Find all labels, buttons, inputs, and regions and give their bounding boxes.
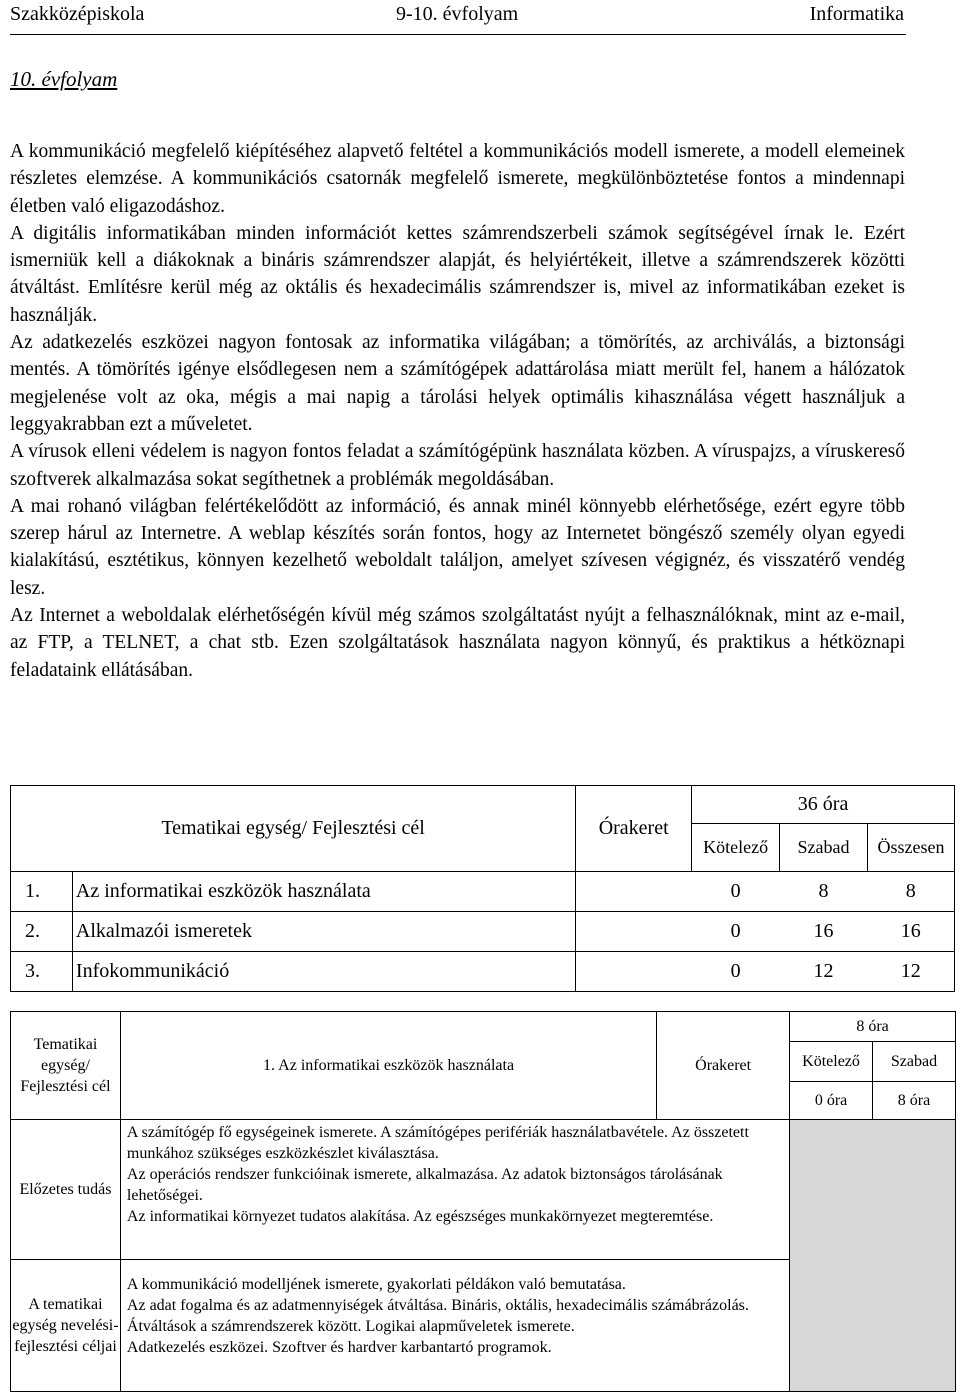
row-num: 1.: [11, 872, 73, 912]
paragraph: A mai rohanó világban felértékelődött az információ, és annak minél könnyebb elérhetősége, ezért egyre több szerep hárul az Internetre. A weblap készítés során fontos, hogy az Internetet böngésző személy olyan egyedi kialakítású, esztétikus, könnyen kezelhető weboldalt találjon, amelyet szívesen végignéz, és visszatérő vendég lesz.: [10, 495, 905, 599]
page-header: [10, 0, 906, 35]
header-free: Szabad: [780, 824, 868, 872]
header-school: Szakközépiskola: [10, 3, 145, 25]
paragraph: A kommunikáció megfelelő kiépítéséhez alapvető feltétel a kommunikációs modell ismerete, a modell elemeinek részletes elemzése. A kommunikációs csatornák megfelelő ismerete, megkülönböztetése fontos a mindennapi életben való eligazodáshoz.: [10, 141, 905, 217]
prior-item: Az informatikai környezet tudatos alakítása. Az egészséges munkakörnyezet megteremtése.: [126, 1208, 714, 1225]
header-unit: Tematikai egység/ Fejlesztési cél: [11, 786, 576, 872]
body-text: [10, 138, 905, 684]
goal-item: Az adat fogalma és az adatmennyiségek átváltása. Bináris, oktális, hexadecimális számábrázolás. Átváltások a számrendszerek között. Logikai alapműveletek ismerete.: [126, 1297, 749, 1335]
row-mandatory: 0: [692, 872, 780, 912]
row-free: 12: [780, 952, 868, 992]
label-goals: A tematikai egység nevelési-fejlesztési céljai: [11, 1260, 121, 1392]
header-hours: Órakeret: [576, 786, 692, 872]
unit-free-value: 8 óra: [873, 1082, 956, 1120]
row-name: Infokommunikáció: [72, 952, 575, 992]
header-total: 36 óra: [692, 786, 955, 824]
row-sum: 12: [868, 952, 955, 992]
shaded-cell: [790, 1120, 956, 1392]
goal-item: Adatkezelés eszközei. Szoftver és hardver karbantartó programok.: [126, 1339, 552, 1356]
development-goals: [120, 1260, 789, 1392]
paragraph: A vírusok elleni védelem is nagyon fontos feladat a számítógépünk használata közben. A víruspajzs, a víruskereső szoftverek alkalmazása sokat segíthetnek a problémák megoldásában.: [10, 441, 905, 490]
row-name: Az informatikai eszközök használata: [72, 872, 575, 912]
label-prior-knowledge: Előzetes tudás: [11, 1120, 121, 1260]
row-free: 16: [780, 912, 868, 952]
paragraph: Az Internet a weboldalak elérhetőségén kívül még számos szolgáltatást nyújt a felhasználóknak, mint az e-mail, az FTP, a TELNET, a chat stb. Ezen szolgáltatások használata nagyon könnyű, és praktikus a hétköznapi feladataink ellátásában.: [10, 605, 905, 681]
row-sum: 16: [868, 912, 955, 952]
unit-free-label: Szabad: [873, 1042, 956, 1082]
row-name: Alkalmazói ismeretek: [72, 912, 575, 952]
label-unit: Tematikai egység/ Fejlesztési cél: [11, 1012, 121, 1120]
row-sum: 8: [868, 872, 955, 912]
unit-detail-table: [10, 1011, 956, 1392]
table-row: [11, 952, 955, 992]
page-title: 10. évfolyam: [10, 67, 118, 91]
goal-item: A kommunikáció modelljének ismerete, gyakorlati példákon való bemutatása.: [126, 1276, 626, 1293]
prior-item: Az operációs rendszer funkcióinak ismerete, alkalmazása. Az adatok biztonságos tárolásának lehetőségei.: [126, 1166, 723, 1204]
row-num: 2.: [11, 912, 73, 952]
prior-item: A számítógép fő egységeinek ismerete. A számítógépes perifériák használatbavétele. Az összetett munkához szükséges eszközkészlet kiválasztása.: [126, 1124, 749, 1162]
unit-mandatory-value: 0 óra: [790, 1082, 873, 1120]
unit-total: 8 óra: [790, 1012, 956, 1042]
row-num: 3.: [11, 952, 73, 992]
row-mandatory: 0: [692, 952, 780, 992]
header-subject: Informatika: [809, 3, 904, 25]
unit-title: 1. Az informatikai eszközök használata: [120, 1012, 656, 1120]
unit-mandatory-label: Kötelező: [790, 1042, 873, 1082]
unit-hours-label: Órakeret: [657, 1012, 790, 1120]
row-free: 8: [780, 872, 868, 912]
table-row: [11, 872, 955, 912]
paragraph: A digitális informatikában minden információt kettes számrendszerbeli számok segítségével írnak le. Ezért ismerniük kell a diákoknak a bináris számrendszer alapját, és helyiértékeit, illetve a számrendszerek közötti átváltást. Említésre kerül még az oktális és hexadecimális számrendszer is, mivel az informatikában ezeket is használják.: [10, 222, 905, 326]
prior-knowledge: [120, 1120, 789, 1260]
header-mandatory: Kötelező: [692, 824, 780, 872]
header-sum: Összesen: [868, 824, 955, 872]
paragraph: Az adatkezelés eszközei nagyon fontosak az informatika világában; a tömörítés, az archiválás, a biztonsági mentés. A tömörítés igénye elsődlegesen nem a számítógépek adattárolása miatt merült fel, hanem a hálózatok megjelenése volt az oka, mégis a mai napig a tárolási helyek optimális kihasználása végett használjuk a leggyakrabban ezt a műveletet.: [10, 332, 905, 435]
table-row: [11, 912, 955, 952]
hours-summary-table: [10, 785, 955, 992]
row-mandatory: 0: [692, 912, 780, 952]
header-grade: 9-10. évfolyam: [396, 3, 519, 25]
